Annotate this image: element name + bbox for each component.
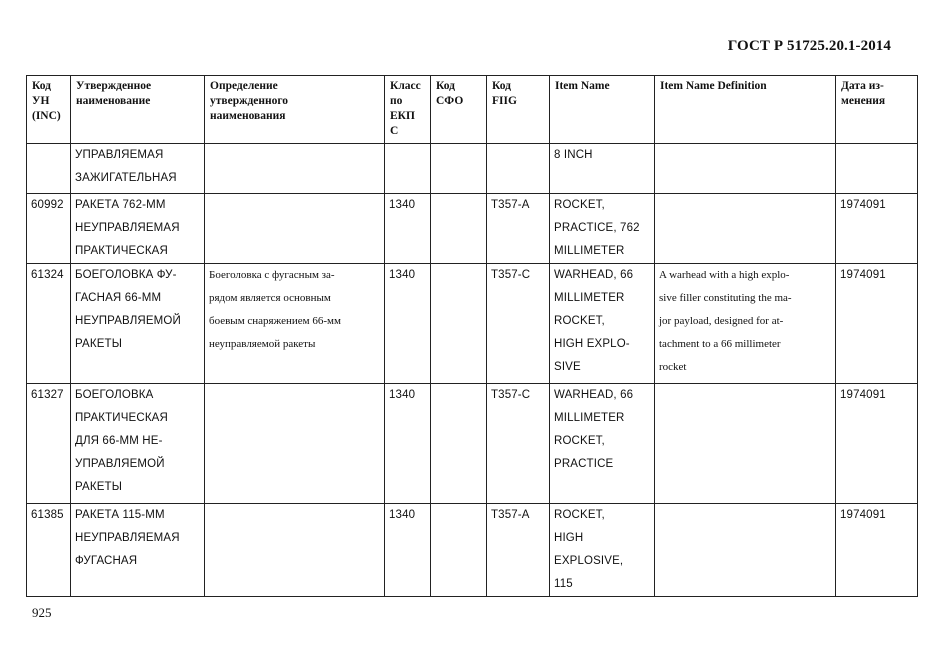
change-date-cell [836,384,918,504]
fiig-cell [487,384,550,504]
header-line: Код [436,80,456,92]
item-name-cell [550,504,655,597]
inc-cell [27,144,71,194]
cell-line: T357-A [491,509,530,521]
header-line: УН [32,95,50,107]
cell-line: WARHEAD, 66 [554,389,634,401]
header-line: С [390,125,399,137]
table-row [27,144,918,194]
cell-line: WARHEAD, 66 [554,269,634,281]
column-header-item-name-definition [655,76,836,144]
table-body [27,144,918,597]
definition-cell [205,384,385,504]
inc-cell [27,384,71,504]
inc-cell [27,504,71,597]
cell-line: A warhead with a high explo- [659,269,790,281]
fiig-cell [487,504,550,597]
cell-line: 1340 [389,389,416,401]
item-name-definition-cell [655,384,836,504]
table-row [27,194,918,264]
header-line: FIIG [492,95,517,107]
cell-line: РАКЕТА 115-ММ [75,509,165,521]
header-line: СФО [436,95,464,107]
cell-line: ФУГАСНАЯ [75,555,138,567]
cell-line: ПРАКТИЧЕСКАЯ [75,412,168,424]
header-line: Дата из- [841,80,884,92]
cell-line: T357-C [491,389,531,401]
column-header-definition [205,76,385,144]
cell-line: 1974091 [840,199,886,211]
approved-name-cell [71,144,205,194]
change-date-cell [836,194,918,264]
cell-line: неуправляемой ракеты [209,338,316,350]
item-name-cell [550,384,655,504]
cell-line: Боеголовка с фугасным за- [209,269,335,281]
header-line: по [390,95,403,107]
cell-line: rocket [659,361,687,373]
header-line: Код [492,80,512,92]
definition-cell [205,504,385,597]
cell-line: 1340 [389,199,416,211]
change-date-cell [836,504,918,597]
cell-line: рядом является основным [209,292,331,304]
approved-name-cell [71,384,205,504]
column-header-change-date [836,76,918,144]
cell-line: боевым снаряжением 66-мм [209,315,341,327]
cell-line: 115 [554,578,573,590]
cell-line: 1340 [389,509,416,521]
definition-cell [205,144,385,194]
approved-name-cell [71,194,205,264]
change-date-cell [836,144,918,194]
cell-line: РАКЕТЫ [75,481,123,493]
cell-line: БОЕГОЛОВКА ФУ- [75,269,177,281]
cell-line: tachment to a 66 millimeter [659,338,781,350]
fiig-cell [487,264,550,384]
header-line: Код [32,80,52,92]
sfo-cell [431,504,487,597]
item-name-definition-cell [655,194,836,264]
cell-line: jor payload, designed for at- [659,315,784,327]
header-line: Класс [390,80,421,92]
cell-line: EXPLOSIVE, [554,555,624,567]
header-line: утвержденного [210,95,289,107]
header-line: Утвержденное [76,80,152,92]
cell-line: HIGH EXPLO- [554,338,630,350]
cell-line: 1974091 [840,509,886,521]
cell-line: ROCKET, [554,315,605,327]
cell-line: ДЛЯ 66-ММ НЕ- [75,435,163,447]
inc-cell [27,264,71,384]
table-row [27,264,918,384]
cell-line: 61385 [31,509,64,521]
header-line: Item Name Definition [660,80,767,92]
class-cell [385,504,431,597]
cell-line: 8 INCH [554,149,593,161]
cell-line: ROCKET, [554,199,605,211]
cell-line: 1974091 [840,389,886,401]
header-line: наименования [210,110,286,122]
column-header-sfo [431,76,487,144]
cell-line: ПРАКТИЧЕСКАЯ [75,245,168,257]
column-header-class [385,76,431,144]
cell-line: T357-C [491,269,531,281]
cell-line: УПРАВЛЯЕМАЯ [75,149,164,161]
cell-line: НЕУПРАВЛЯЕМАЯ [75,222,180,234]
cell-line: MILLIMETER [554,292,625,304]
column-header-approved-name [71,76,205,144]
cell-line: T357-A [491,199,530,211]
item-name-definition-cell [655,504,836,597]
change-date-cell [836,264,918,384]
cell-line: ROCKET, [554,435,605,447]
item-name-cell [550,144,655,194]
item-name-cell [550,194,655,264]
column-header-inc [27,76,71,144]
cell-line: SIVE [554,361,581,373]
header-line: менения [841,95,886,107]
sfo-cell [431,384,487,504]
definition-cell [205,194,385,264]
sfo-cell [431,264,487,384]
sfo-cell [431,194,487,264]
class-cell [385,384,431,504]
cell-line: ГАСНАЯ 66-ММ [75,292,162,304]
item-names-table [26,75,918,597]
class-cell [385,264,431,384]
sfo-cell [431,144,487,194]
table-row [27,384,918,504]
cell-line: РАКЕТА 762-ММ [75,199,166,211]
cell-line: ЗАЖИГАТЕЛЬНАЯ [75,172,177,184]
cell-line: PRACTICE [554,458,614,470]
table-row [27,504,918,597]
cell-line: РАКЕТЫ [75,338,123,350]
cell-line: 60992 [31,199,64,211]
class-cell [385,144,431,194]
standard-number: ГОСТ Р 51725.20.1-2014 [727,38,891,54]
header-line: (INC) [32,110,61,122]
cell-line: 1340 [389,269,416,281]
inc-cell [27,194,71,264]
cell-line: sive filler constituting the ma- [659,292,792,304]
table-header-row [27,76,918,144]
item-name-definition-cell [655,264,836,384]
header-line: ЕКП [390,110,415,122]
item-name-cell [550,264,655,384]
column-header-fiig [487,76,550,144]
cell-line: НЕУПРАВЛЯЕМАЯ [75,532,180,544]
cell-line: MILLIMETER [554,245,625,257]
page-number: 925 [32,605,52,620]
cell-line: 61324 [31,269,64,281]
cell-line: НЕУПРАВЛЯЕМОЙ [75,315,181,327]
class-cell [385,194,431,264]
cell-line: 1974091 [840,269,886,281]
cell-line: HIGH [554,532,584,544]
header-line: Определение [210,80,278,92]
cell-line: ROCKET, [554,509,605,521]
column-header-item-name [550,76,655,144]
definition-cell [205,264,385,384]
cell-line: БОЕГОЛОВКА [75,389,154,401]
cell-line: 61327 [31,389,64,401]
header-line: Item Name [555,80,610,92]
fiig-cell [487,144,550,194]
cell-line: PRACTICE, 762 [554,222,640,234]
fiig-cell [487,194,550,264]
header-line: наименование [76,95,151,107]
approved-name-cell [71,504,205,597]
cell-line: УПРАВЛЯЕМОЙ [75,458,165,470]
item-name-definition-cell [655,144,836,194]
approved-name-cell [71,264,205,384]
cell-line: MILLIMETER [554,412,625,424]
